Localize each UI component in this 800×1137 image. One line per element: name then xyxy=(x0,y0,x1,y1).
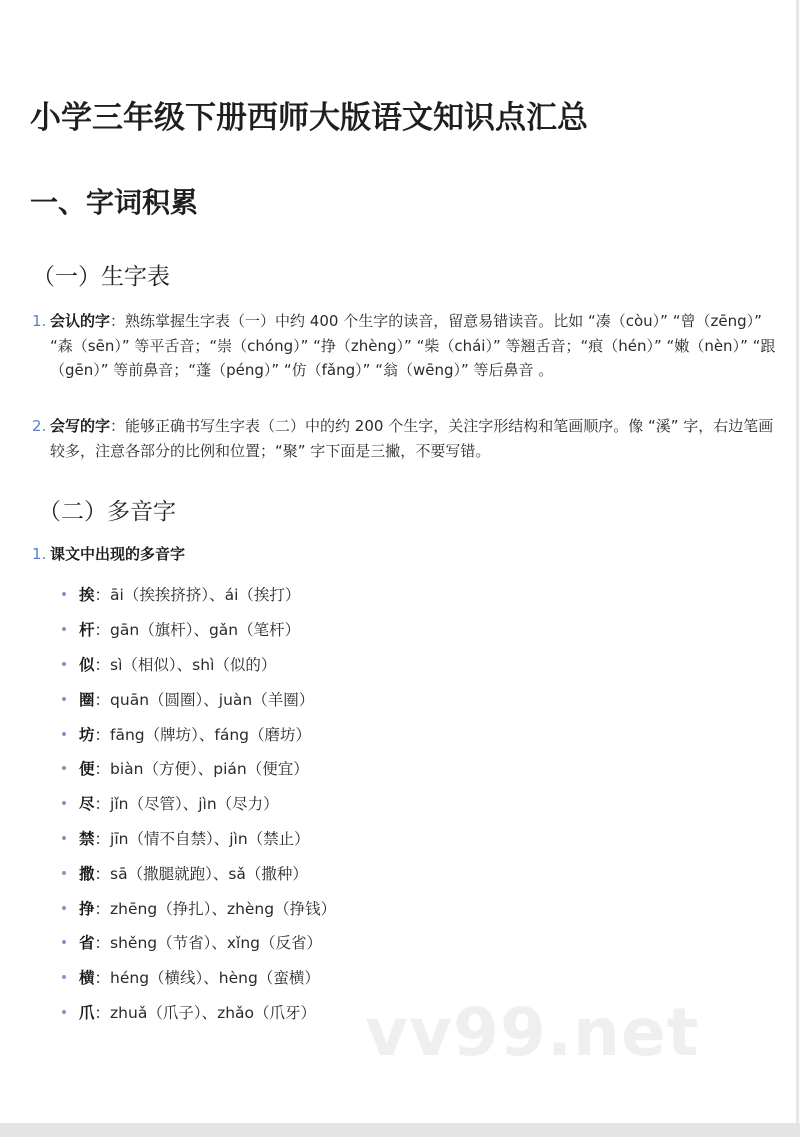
bullet-separator: ： xyxy=(94,899,111,918)
bullet-char: 禁 xyxy=(79,829,95,848)
item-text: 熟练掌握生字表（一）中约 400 个生字的读音，留意易错读音。比如 “凑（còu）” “曾（zēng）” “森（sēn）” 等平舌音；“崇（chóng）” “挣（zhèng）” “柴（chái）” 等翘舌音；“痕（hén）” “嫩（nèn）” “跟（gēn）” 等前鼻音；“蓬（péng）” “仿（fǎng）” “翁（wēng）” 等后鼻音 。 xyxy=(50,312,776,379)
bullet-reading: biàn（方便）、pián（便宜） xyxy=(110,760,309,779)
list-number: 1. xyxy=(32,312,47,330)
bullet-char: 坊 xyxy=(79,725,95,744)
bullet-separator: ： xyxy=(94,621,111,640)
bullet-dot-icon xyxy=(62,732,66,736)
list-item-recognize-characters xyxy=(32,309,784,383)
section-heading-vocabulary: 一、字词积累 xyxy=(30,186,199,219)
bullet-dot-icon xyxy=(62,627,66,631)
bullet-reading: quān（圆圈）、juàn（羊圈） xyxy=(110,690,315,709)
bullet-dot-icon xyxy=(62,836,66,840)
bullet-item xyxy=(58,821,336,856)
bullet-reading: shěng（节省）、xǐng（反省） xyxy=(110,934,323,953)
bullet-separator: ： xyxy=(94,760,111,779)
bullet-char: 撒 xyxy=(79,864,95,883)
bullet-item xyxy=(58,786,336,821)
bullet-dot-icon xyxy=(62,975,66,979)
bullet-separator: ： xyxy=(94,1003,111,1022)
bullet-dot-icon xyxy=(62,662,66,666)
bullet-reading: āi（挨挨挤挤）、ái（挨打） xyxy=(110,586,301,605)
bullet-separator: ： xyxy=(94,864,111,883)
bullet-char: 似 xyxy=(79,655,95,674)
bullet-item xyxy=(58,995,336,1030)
item-label: 会写的字 xyxy=(50,417,111,435)
bullet-reading: jīn（情不自禁）、jìn（禁止） xyxy=(110,829,310,848)
bullet-separator: ： xyxy=(94,934,111,953)
bullet-reading: sā（撒腿就跑）、sǎ（撒种） xyxy=(110,864,308,883)
bullet-reading: héng（横线）、hèng（蛮横） xyxy=(110,969,320,988)
bullet-reading: fāng（牌坊）、fáng（磨坊） xyxy=(110,725,312,744)
bullet-separator: ： xyxy=(94,725,111,744)
bullet-char: 挣 xyxy=(79,899,95,918)
bullet-separator: ： xyxy=(94,586,111,605)
bullet-item xyxy=(58,647,336,682)
bullet-dot-icon xyxy=(62,697,66,701)
polyphonic-bullet-list xyxy=(58,577,336,1029)
bullet-dot-icon xyxy=(62,871,66,875)
bullet-char: 横 xyxy=(79,969,95,988)
item-label: 课文中出现的多音字 xyxy=(50,545,186,563)
list-number: 1. xyxy=(32,545,47,563)
page-bottom-edge xyxy=(0,1123,800,1137)
bullet-dot-icon xyxy=(62,801,66,805)
bullet-char: 便 xyxy=(79,760,95,779)
item-text: 能够正确书写生字表（二）中的约 200 个生字，关注字形结构和笔画顺序。像 “溪” 字，右边笔画较多，注意各部分的比例和位置；“聚” 字下面是三撇，不要写错。 xyxy=(50,417,774,460)
bullet-dot-icon xyxy=(62,940,66,944)
bullet-dot-icon xyxy=(62,906,66,910)
label-separator: ： xyxy=(110,417,126,435)
list-item-write-characters xyxy=(32,414,784,463)
watermark: vv99.net xyxy=(365,994,700,1071)
bullet-separator: ： xyxy=(94,795,111,814)
bullet-item xyxy=(58,577,336,612)
bullet-item xyxy=(58,612,336,647)
bullet-reading: zhuǎ（爪子）、zhǎo（爪牙） xyxy=(110,1003,317,1022)
bullet-separator: ： xyxy=(94,969,111,988)
bullet-char: 爪 xyxy=(79,1003,95,1022)
bullet-separator: ： xyxy=(94,655,111,674)
list-number: 2. xyxy=(32,417,47,435)
bullet-dot-icon xyxy=(62,1010,66,1014)
bullet-dot-icon xyxy=(62,592,66,596)
bullet-char: 圈 xyxy=(79,690,95,709)
list-item-polyphonic-in-texts xyxy=(32,542,784,567)
bullet-reading: sì（相似）、shì（似的） xyxy=(110,655,277,674)
bullet-reading: gān（旗杆）、gǎn（笔杆） xyxy=(110,621,301,640)
bullet-char: 杆 xyxy=(79,621,95,640)
bullet-item xyxy=(58,716,336,751)
bullet-item xyxy=(58,960,336,995)
bullet-char: 挨 xyxy=(79,586,95,605)
bullet-char: 省 xyxy=(79,934,95,953)
bullet-reading: jǐn（尽管）、jìn（尽力） xyxy=(110,795,279,814)
bullet-reading: zhēng（挣扎）、zhèng（挣钱） xyxy=(110,899,337,918)
bullet-item xyxy=(58,925,336,960)
item-label: 会认的字 xyxy=(50,312,111,330)
subsection-heading-polyphonic: （二）多音字 xyxy=(38,499,176,525)
bullet-dot-icon xyxy=(62,766,66,770)
bullet-item xyxy=(58,681,336,716)
subsection-heading-character-table: （一）生字表 xyxy=(32,264,170,290)
bullet-item xyxy=(58,751,336,786)
page-title: 小学三年级下册西师大版语文知识点汇总 xyxy=(30,100,588,136)
bullet-item xyxy=(58,890,336,925)
bullet-separator: ： xyxy=(94,829,111,848)
bullet-item xyxy=(58,855,336,890)
bullet-separator: ： xyxy=(94,690,111,709)
label-separator: ： xyxy=(110,312,126,330)
bullet-char: 尽 xyxy=(79,795,95,814)
